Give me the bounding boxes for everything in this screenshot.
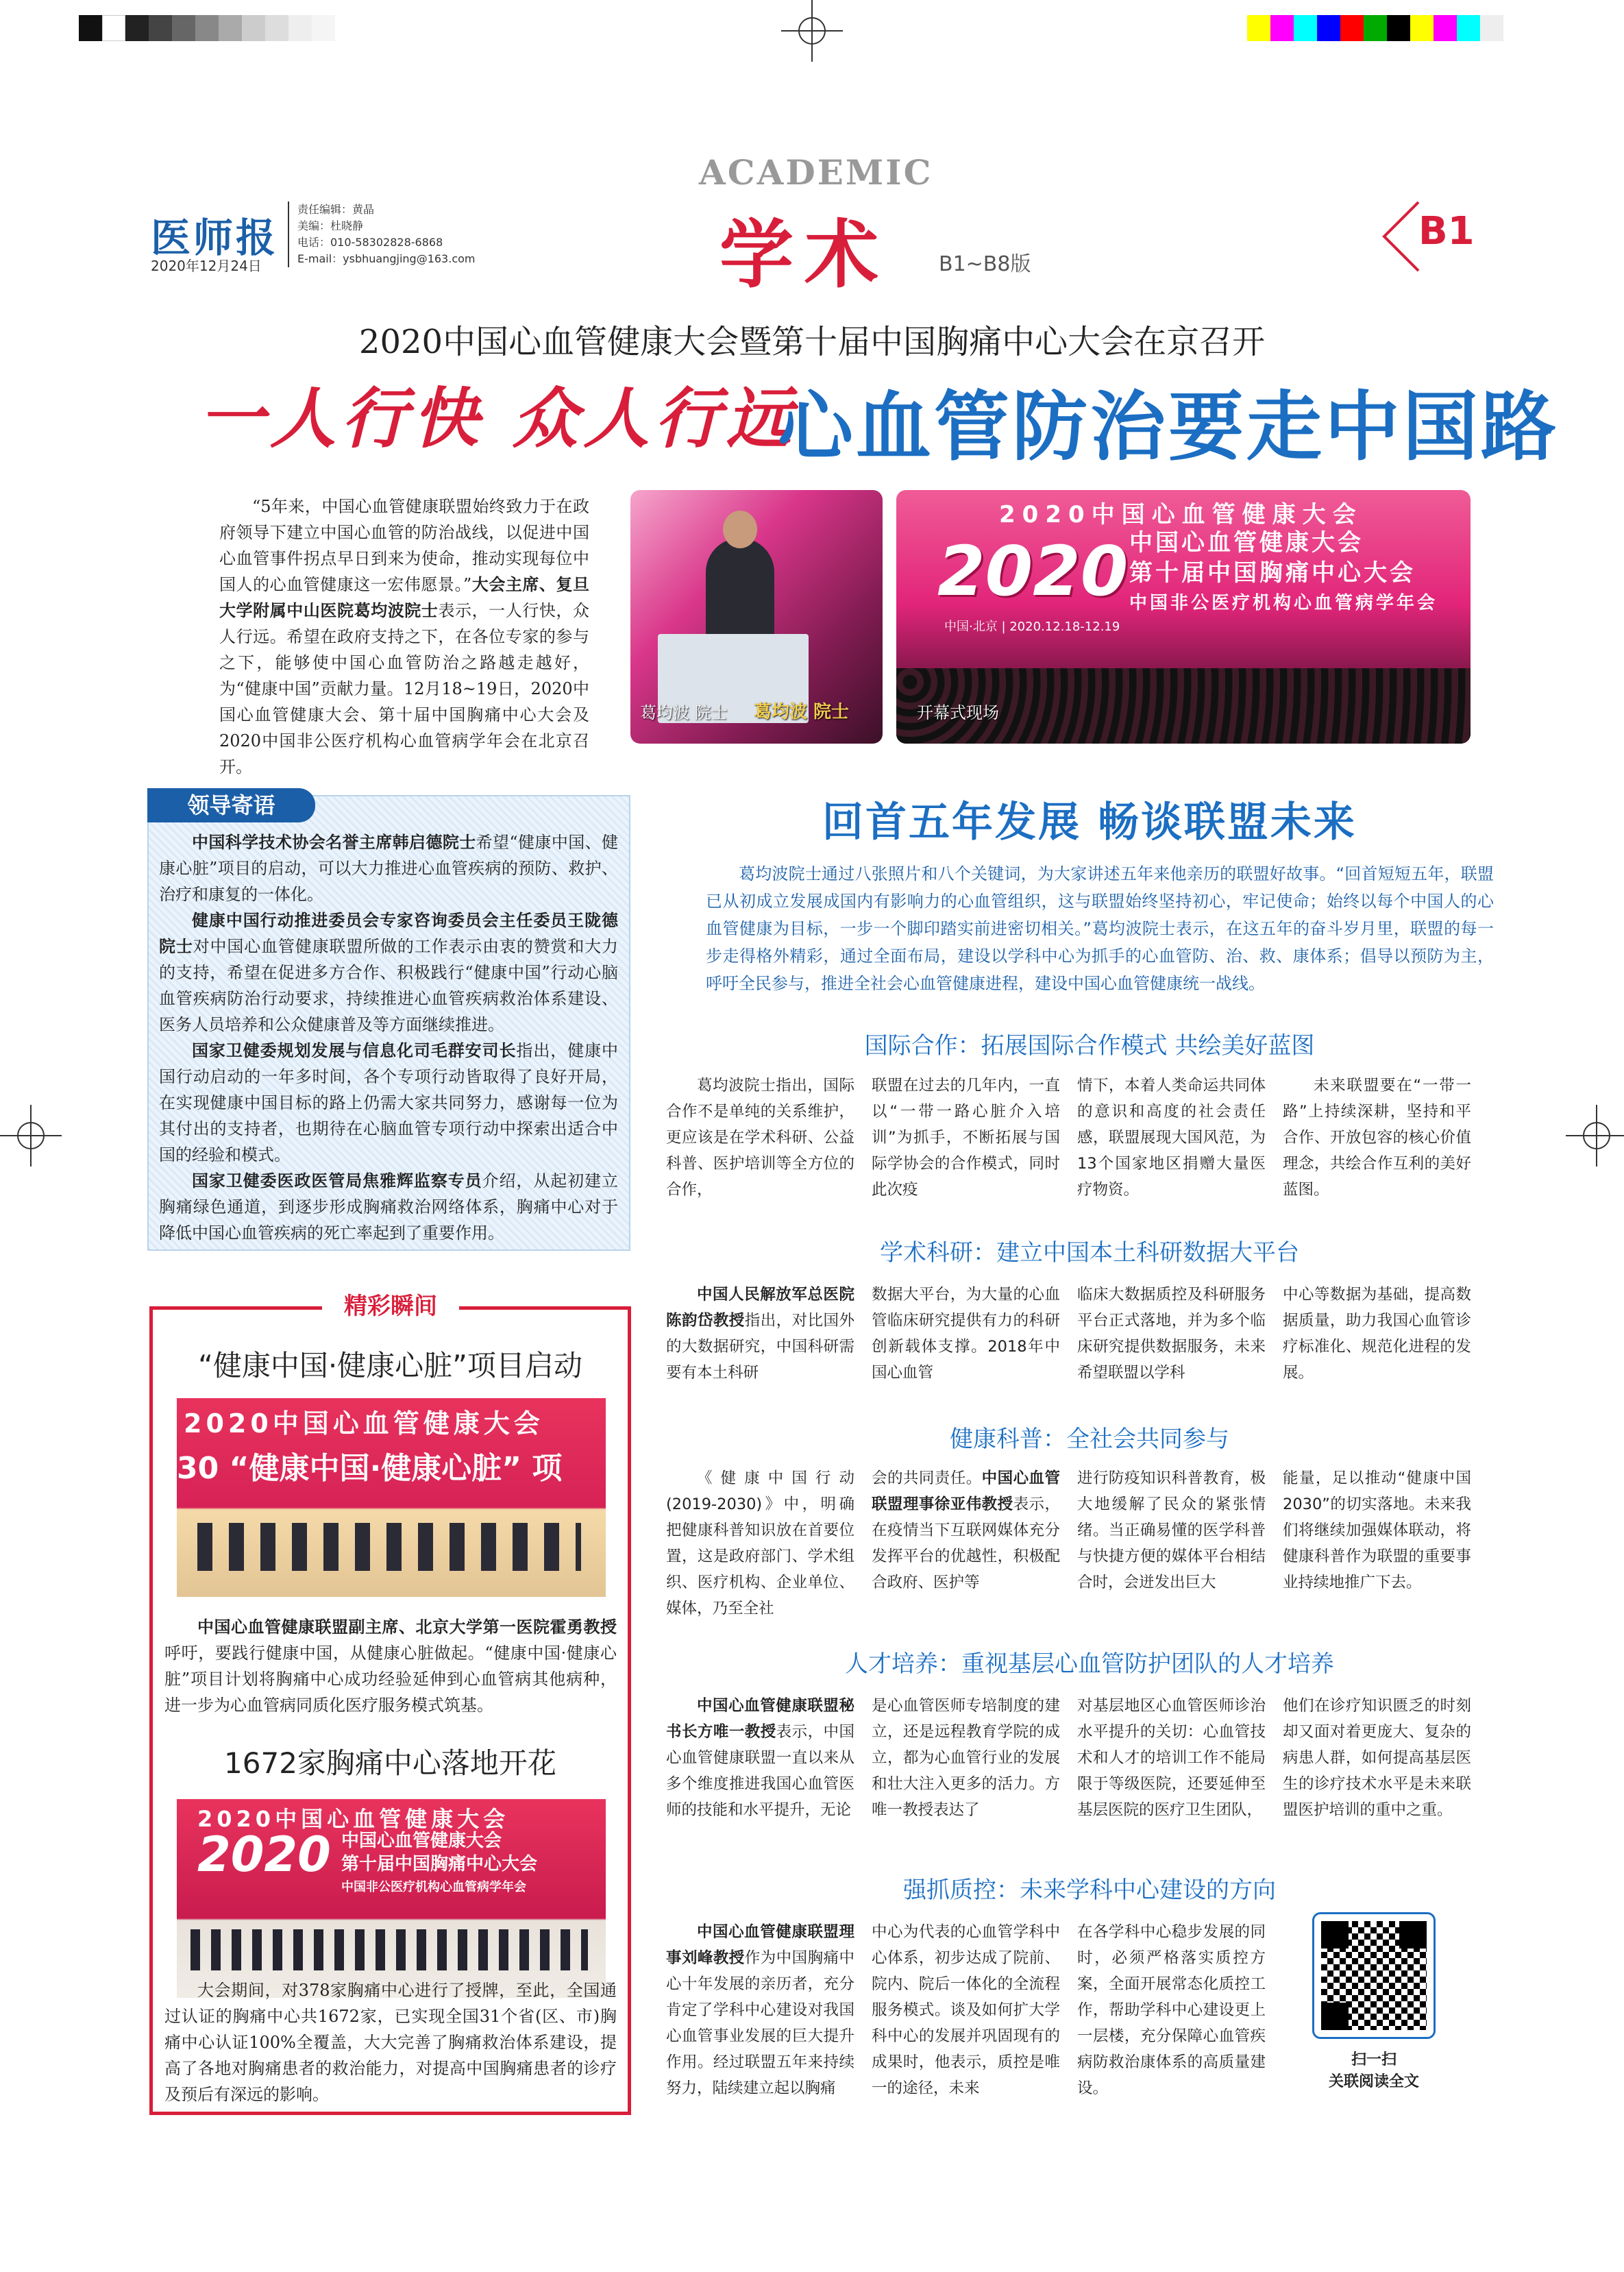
people-row (197, 1523, 581, 1571)
intl-col-4: 未来联盟要在“一带一路”上持续深耕，坚持和平合作、开放包容的核心价值理念，共绘合作互利的美好蓝图。 (1283, 1077, 1471, 1199)
photo-banner-lines (341, 1829, 537, 1899)
highlight-heading-2: 1672家胸痛中心落地开花 (224, 1746, 556, 1780)
registration-bar-color (1247, 15, 1503, 41)
lead-text-cont: 表示，一人行快，众人行远。希望在政府支持之下，在各位专家的参与之下，能够使中国心血管防治之路越走越好，为“健康中国”贡献力量。12月18~19日，2020中国心血管健康大会、第十届中国胸痛中心大会及2020中国非公医疗机构心血管病学年会在北京召开。 (219, 601, 590, 777)
crosshair-mark-left (0, 1105, 62, 1166)
edition-range: B1~B8版 (939, 252, 1031, 276)
phone: 电话：010-58302828-6868 (297, 236, 443, 249)
editor-info (288, 201, 476, 267)
highlight-heading-1: “健康中国·健康心脏”项目启动 (198, 1349, 582, 1382)
research-col-3: 临床大数据质控及科研服务平台正式落地，并为多个临床研究提供数据服务，未来希望联盟以学科 (1077, 1286, 1266, 1382)
leader-paragraph (159, 1168, 618, 1246)
banner-year: 2020 (937, 531, 1129, 611)
intl-col-2: 联盟在过去的几年内，一直以“一带一路心脏介入培训”为抓手，不断拓展与国际学协会的合作模式，同时此次疫 (872, 1077, 1060, 1199)
photo-opening (896, 490, 1471, 744)
qr-code[interactable] (1312, 1912, 1436, 2039)
quality-speaker: 中国心血管健康联盟理事刘峰教授 (666, 1923, 854, 1967)
science-speaker: 中国心血管联盟理事徐亚伟教授 (872, 1469, 1060, 1513)
speaker-figure (706, 538, 774, 641)
registration-bar-gray (79, 15, 335, 41)
science-col-3: 进行防疫知识科普教育，极大地缓解了民众的紧张情绪。当正确易懂的医学科普与快捷方便的媒体平台相结合时，会迸发出巨大 (1077, 1469, 1266, 1591)
talent-text: 表示，中国心血管健康联盟一直以来从多个维度推进我国心血管医师的技能和水平提升，无论 (666, 1723, 854, 1819)
crosshair-mark-right (1566, 1105, 1624, 1166)
science-col-4: 能量，足以推动“健康中国2030”的切实落地。未来我们将继续加强媒体联动，将健康科普作为联盟的重要事业持续地推广下去。 (1283, 1469, 1471, 1591)
photo-caption: 开幕式现场 (917, 703, 999, 722)
leader-name: 国家卫健委医政医管局焦雅辉监察专员 (192, 1171, 482, 1190)
leader-text: 希望“健康中国、健康心脏”项目的启动，可以大力推进心血管疾病的预防、救护、治疗和康复的一体化。 (159, 833, 618, 904)
leader-box-body (159, 829, 618, 1246)
banner-place: 中国·北京 | 2020.12.18-12.19 (944, 620, 1120, 634)
photo-banner-title: 2020中国心血管健康大会 (197, 1806, 510, 1832)
research-col-1 (666, 1282, 854, 1386)
qr-caption-line: 扫一扫 (1351, 2051, 1397, 2068)
highlight-speaker: 中国心血管健康联盟副主席、北京大学第一医院霍勇教授 (197, 1617, 617, 1637)
banner-line: 中国非公医疗机构心血管病学年会 (341, 1880, 526, 1894)
banner-line: 第十届中国胸痛中心大会 (1129, 559, 1416, 587)
research-speaker: 中国人民解放军总医院陈韵岱教授 (666, 1286, 854, 1330)
section-english: ACADEMIC (699, 152, 933, 193)
headline-main: 心血管防治要走中国路 (778, 383, 1559, 471)
science-text: 会的共同责任。 (872, 1469, 982, 1487)
subsection-title-quality: 强抓质控：未来学科中心建设的方向 (903, 1877, 1276, 1904)
science-col-1: 《健康中国行动(2019-2030)》中，明确把健康科普知识放在首要位置，这是政府部门、学术组织、医疗机构、企业单位、媒体，乃至全社 (666, 1469, 854, 1617)
science-text-cont: 表示，在疫情当下互联网媒体充分发挥平台的优越性，积极配合政府、医护等 (872, 1495, 1060, 1591)
leader-paragraph (159, 1038, 618, 1168)
email: E-mail：ysbhuangjing@163.com (297, 252, 476, 265)
quality-col-1 (666, 1919, 854, 2101)
research-col-4: 中心等数据为基础，提高数据质量，助力我国心血管诊疗标准化、规范化进程的发展。 (1283, 1286, 1471, 1382)
lead-paragraph (219, 493, 589, 780)
review-intro: 葛均波院士通过八张照片和八个关键词，为大家讲述五年来他亲历的联盟好故事。“回首短短五年，联盟已从初成立发展成国内有影响力的心血管组织，这与联盟始终坚持初心，牢记使命；始终以每个中国人的心血管健康为目标，一步一个脚印踏实前进密切相关。”葛均波院士表示，在这五年的奋斗岁月里，联盟的每一步走得格外精彩，通过全面布局，建设以学科中心为抓手的心血管防、治、救、康体系；倡导以预防为主，呼吁全民参与，推进全社会心血管健康进程，建设中国心血管健康统一战线。 (706, 864, 1494, 993)
photo-overlay-name: 葛均波 院士 (754, 702, 850, 722)
page-number: B1 (1418, 209, 1475, 254)
subsection-title-research: 学术科研：建立中国本土科研数据大平台 (880, 1239, 1299, 1267)
leader-name: 国家卫健委规划发展与信息化司毛群安司长 (192, 1040, 517, 1060)
subsection-title-intl: 国际合作：拓展国际合作模式 共绘美好蓝图 (864, 1032, 1315, 1060)
highlight-paragraph-1 (164, 1614, 617, 1718)
issue-date: 2020年12月24日 (151, 258, 262, 274)
banner-line: 中国非公医疗机构心血管病学年会 (1129, 593, 1438, 613)
photo-caption: 葛均波 院士 (640, 703, 728, 722)
headline-slogan: 一人行快 众人行远 (199, 380, 798, 457)
leader-name: 健康中国行动推进委员会专家咨询委员会主任委员王陇德院士 (159, 910, 618, 956)
editor: 责任编辑：黄晶 (297, 203, 375, 216)
banner-line: 中国心血管健康大会 (1129, 529, 1364, 557)
qr-caption (1295, 2049, 1453, 2093)
intl-col-1: 葛均波院士指出，国际合作不是单纯的关系维护，更应该是在学术科研、公益科普、医护培训等全方位的合作， (666, 1077, 854, 1199)
art-editor: 美编：杜晓静 (297, 219, 364, 232)
review-title: 回首五年发展 畅谈联盟未来 (822, 798, 1357, 846)
leader-paragraph (159, 907, 618, 1038)
leader-box-title: 领导寄语 (147, 788, 315, 822)
leader-text: 指出，健康中国行动启动的一年多时间，各个专项行动皆取得了良好开局，在实现健康中国目标的路上仍需大家共同努力，感谢每一位为其付出的支持者，也期待在心脑血管专项行动中探索出适合中国的经验和模式。 (159, 1041, 619, 1164)
photo-banner-title: 2020中国心血管健康大会 (184, 1408, 544, 1439)
talent-col-4: 他们在诊疗知识匮乏的时刻却又面对着更庞大、复杂的病患人群，如何提高基层医生的诊疗技术水平是未来联盟医护培训的重中之重。 (1283, 1697, 1471, 1819)
subheadline: 2020中国心血管健康大会暨第十届中国胸痛中心大会在京召开 (358, 323, 1266, 361)
talent-col-3: 对基层地区心血管医师诊治水平提升的关切：心血管技术和人才的培训工作不能局限于等级医院，还要延伸至基层医院的医疗卫生团队， (1077, 1697, 1266, 1819)
lead-text: “5年来，中国心血管健康联盟始终致力于在政府领导下建立中国心血管的防治战线，以促进中国心血管事件拐点早日到来为使命，推动实现每位中国人的心血管健康这一宏伟愿景。” (219, 497, 589, 594)
talent-col-2: 是心血管医师专培制度的建立，还是远程教育学院的成立，都为心血管行业的发展和壮大注入更多的活力。方唯一教授表达了 (872, 1697, 1060, 1819)
photo-banner-slogan: 30 “健康中国·健康心脏” 项 (177, 1451, 563, 1486)
qr-caption-line: 关联阅读全文 (1328, 2073, 1419, 2090)
banner-line: 中国心血管健康大会 (341, 1831, 502, 1851)
highlight-paragraph-2: 大会期间，对378家胸痛中心进行了授牌，至此，全国通过认证的胸痛中心共1672家，已实现全国31个省(区、市)胸痛中心认证100%全覆盖，大大完善了胸痛救治体系建设，提高了各地对胸痛患者的救治能力，对提高中国胸痛患者的诊疗及预后有深远的影响。 (164, 1981, 617, 2104)
people-row (190, 1929, 588, 1970)
banner-line: 第十届中国胸痛中心大会 (341, 1854, 538, 1874)
quality-text: 作为中国胸痛中心十年发展的亲历者，充分肯定了学科中心建设对我国心血管事业发展的巨大提升作用。经过联盟五年来持续努力，陆续建立起以胸痛 (666, 1949, 854, 2097)
leader-text: 对中国心血管健康联盟所做的工作表示由衷的赞赏和大力的支持，希望在促进多方合作、积极践行“健康中国”行动心脑血管疾病防治行动要求，持续推进心血管疾病救治体系建设、医务人员培养和公众健康普及等方面继续推进。 (159, 937, 619, 1034)
banner-lines (1129, 528, 1438, 618)
talent-col-1 (666, 1693, 854, 1823)
subsection-title-science: 健康科普：全社会共同参与 (950, 1426, 1229, 1453)
crosshair-mark-top (781, 0, 843, 62)
lead-speaker: 大会主席、复旦大学附属中山医院葛均波院士 (219, 574, 589, 620)
photo-banner-year: 2020 (197, 1827, 331, 1883)
quality-col-3: 在各学科中心稳步发展的同时，必须严格落实质控方案，全面开展常态化质控工作，帮助学科中心建设更上一层楼，充分保障心血管疾病防救治康体系的高质量建设。 (1077, 1923, 1266, 2097)
research-col-2: 数据大平台，为大量的心血管临床研究提供有力的科研创新载体支撑。2018年中国心血管 (872, 1286, 1060, 1382)
quality-col-2: 中心为代表的心血管学科中心体系，初步达成了院前、院内、院后一体化的全流程服务模式。谈及如何扩大学科中心的发展并巩固现有的成果时，他表示，质控是唯一的途径，未来 (872, 1923, 1060, 2097)
highlights-title: 精彩瞬间 (322, 1288, 459, 1324)
intl-col-3: 情下，本着人类命运共同体的意识和高度的社会责任感，联盟展现大国风范，为13个国家地区捐赠大量医疗物资。 (1077, 1077, 1266, 1199)
highlight-text: 呼吁，要践行健康中国，从健康心脏做起。“健康中国·健康心脏”项目计划将胸痛中心成功经验延伸到心血管病其他病种，进一步为心血管病同质化医疗服务模式筑基。 (164, 1644, 617, 1715)
subsection-title-talent: 人才培养：重视基层心血管防护团队的人才培养 (845, 1650, 1334, 1678)
section-title: 学术 (719, 212, 890, 298)
paper-name: 医师报 (151, 215, 279, 261)
photo-speaker (630, 490, 883, 744)
leader-text: 介绍，从起初建立胸痛绿色通道，到逐步形成胸痛救治网络体系，胸痛中心对于降低中国心血管疾病的死亡率起到了重要作用。 (159, 1171, 619, 1243)
research-text: 指出，对比国外的大数据研究，中国科研需要有本土科研 (666, 1312, 854, 1382)
leader-paragraph (159, 829, 618, 907)
photo-launch (177, 1398, 606, 1597)
science-col-2 (872, 1465, 1060, 1596)
leader-name: 中国科学技术协会名誉主席韩启德院士 (192, 832, 476, 852)
photo-award (177, 1799, 606, 1998)
talent-speaker: 中国心血管健康联盟秘书长方唯一教授 (666, 1697, 854, 1741)
banner-title: 2020中国心血管健康大会 (999, 501, 1363, 528)
qr-code-icon (1321, 1921, 1427, 2030)
